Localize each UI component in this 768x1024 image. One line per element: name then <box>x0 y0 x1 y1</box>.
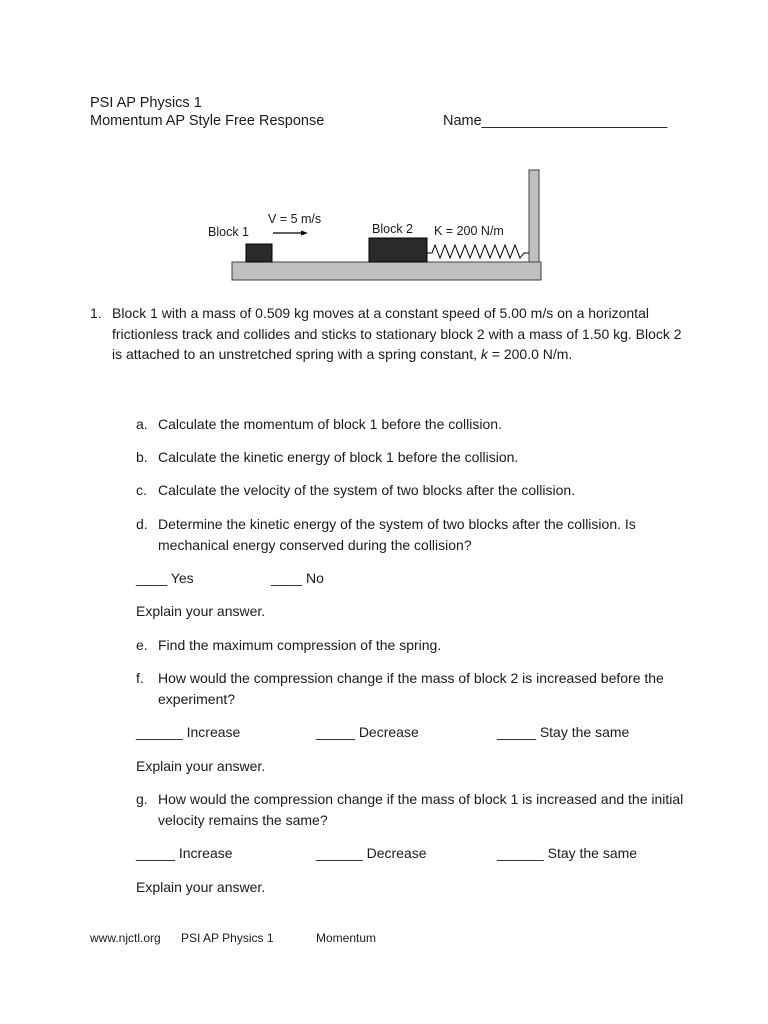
item-f-text: How would the compression change if the mass of block 2 is increased before the experiment? <box>158 670 664 707</box>
explain-d: Explain your answer. <box>136 603 266 619</box>
item-e-text: Find the maximum compression of the spring. <box>158 637 442 653</box>
choice-f-increase: ______ Increase <box>136 724 241 740</box>
footer-site: www.njctl.org <box>90 931 161 945</box>
wall <box>529 170 539 262</box>
spring-constant-symbol: k <box>480 346 488 362</box>
block-1-label: Block 1 <box>208 225 249 239</box>
track <box>232 262 541 280</box>
item-e-letter: e. <box>136 637 148 653</box>
collision-diagram <box>200 165 550 290</box>
item-c-text: Calculate the velocity of the system of two blocks after the collision. <box>158 482 576 498</box>
explain-f: Explain your answer. <box>136 758 266 774</box>
velocity-label: V = 5 m/s <box>268 212 322 226</box>
item-g-letter: g. <box>136 791 148 807</box>
block-1 <box>246 244 272 262</box>
spring <box>427 245 529 258</box>
question-text <box>112 303 682 365</box>
diagram-svg <box>200 165 550 285</box>
item-g-text: How would the compression change if the mass of block 1 is increased and the initial velocity remains the same? <box>158 791 684 828</box>
item-a-letter: a. <box>136 416 148 432</box>
choice-d-no: ____ No <box>271 570 324 586</box>
item-b-text: Calculate the kinetic energy of block 1 before the collision. <box>158 449 519 465</box>
choice-f-same: _____ Stay the same <box>497 724 630 740</box>
question-text-main: Block 1 with a mass of 0.509 kg moves at a constant speed of 5.00 m/s on a horizontal frictionless track and collides and sticks to stationary block 2 with a mass of 1.50 kg. Block 2 is attached to an unstretched spring with a spring constant, <box>112 305 682 362</box>
item-a-text: Calculate the momentum of block 1 before the collision. <box>158 416 502 432</box>
velocity-arrow-head <box>301 231 308 236</box>
item-d-letter: d. <box>136 516 148 532</box>
item-b-letter: b. <box>136 449 148 465</box>
explain-g: Explain your answer. <box>136 879 266 895</box>
choice-g-increase: _____ Increase <box>136 845 233 861</box>
block-2 <box>369 238 427 262</box>
item-f-letter: f. <box>136 670 144 686</box>
question-number: 1. <box>90 305 102 321</box>
block-2-label: Block 2 <box>372 222 413 236</box>
item-d-text: Determine the kinetic energy of the system of two blocks after the collision. Is mechanical energy conserved during the collision? <box>158 516 636 553</box>
choice-g-decrease: ______ Decrease <box>316 845 427 861</box>
footer-course: PSI AP Physics 1 <box>181 931 274 945</box>
choice-f-decrease: _____ Decrease <box>316 724 419 740</box>
choice-g-same: ______ Stay the same <box>497 845 638 861</box>
question-text-end: = 200.0 N/m. <box>487 346 573 362</box>
choice-d-yes: ____ Yes <box>136 570 194 586</box>
course-title: PSI AP Physics 1 <box>90 95 202 111</box>
worksheet-subtitle: Momentum AP Style Free Response <box>90 113 325 129</box>
item-c-letter: c. <box>136 482 147 498</box>
spring-constant-label: K = 200 N/m <box>434 224 504 238</box>
name-field-label: Name_______________________ <box>443 113 668 129</box>
footer-topic: Momentum <box>316 931 377 945</box>
